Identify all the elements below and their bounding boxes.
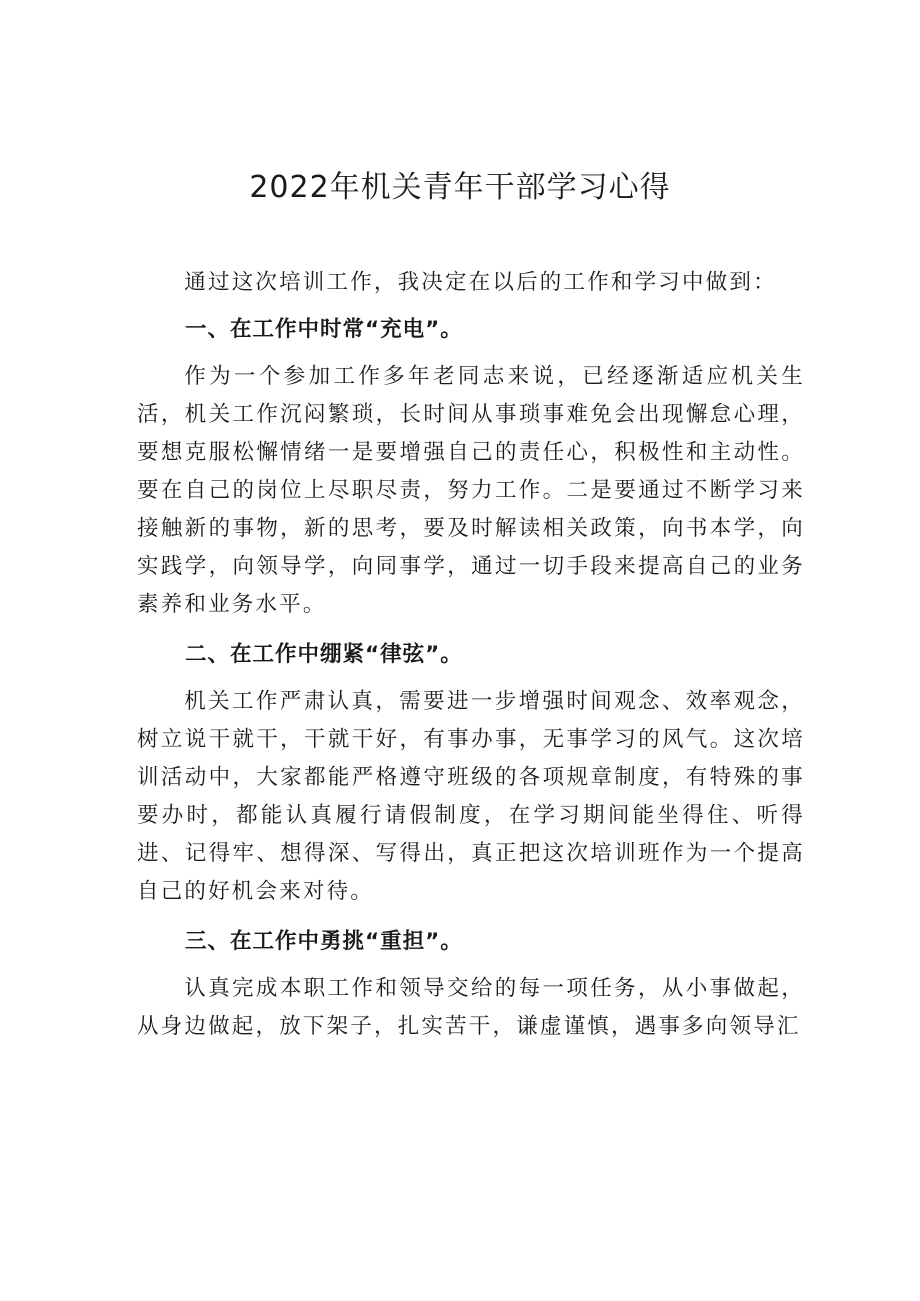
section-3-heading: 三、在工作中勇挑“重担”。 xyxy=(185,929,463,954)
section-1-paragraph: 作为一个参加工作多年老同志来说，已经逐渐适应机关生活，机关工作沉闷繁琐，长时间从事琐事难免会出现懈怠心理，要想克服松懈情绪一是要增强自己的责任心，积极性和主动性。要在自己的岗位上尽职尽责，努力工作。二是要通过不断学习来接触新的事物，新的思考，要及时解读相关政策，向书本学，向实践学，向领导学，向同事学，通过一切手段来提高自己的业务素养和业务水平。 xyxy=(137,364,805,617)
document-body xyxy=(137,264,805,1046)
spacer xyxy=(137,911,805,923)
section-3-paragraph: 认真完成本职工作和领导交给的每一项任务，从小事做起，从身边做起，放下架子，扎实苦干，谦虚谨慎，遇事多向领导汇 xyxy=(137,976,805,1039)
document-title: 2022年机关青年干部学习心得 xyxy=(249,170,671,205)
spacer xyxy=(137,302,805,311)
spacer xyxy=(137,674,805,683)
intro-paragraph: 通过这次培训工作，我决定在以后的工作和学习中做到： xyxy=(184,270,777,295)
spacer xyxy=(137,624,805,636)
section-2-paragraph: 机关工作严肃认真，需要进一步增强时间观念、效率观念，树立说干就干，干就干好，有事办事，无事学习的风气。这次培训活动中，大家都能严格遵守班级的各项规章制度，有特殊的事要办时，都能认真履行请假制度，在学习期间能坐得住、听得进、记得牢、想得深、写得出，真正把这次培训班作为一个提高自己的好机会来对待。 xyxy=(137,689,805,904)
section-2-heading: 二、在工作中绷紧“律弦”。 xyxy=(185,642,463,667)
spacer xyxy=(137,961,805,970)
spacer xyxy=(137,349,805,358)
section-1-heading: 一、在工作中时常“充电”。 xyxy=(185,317,463,342)
